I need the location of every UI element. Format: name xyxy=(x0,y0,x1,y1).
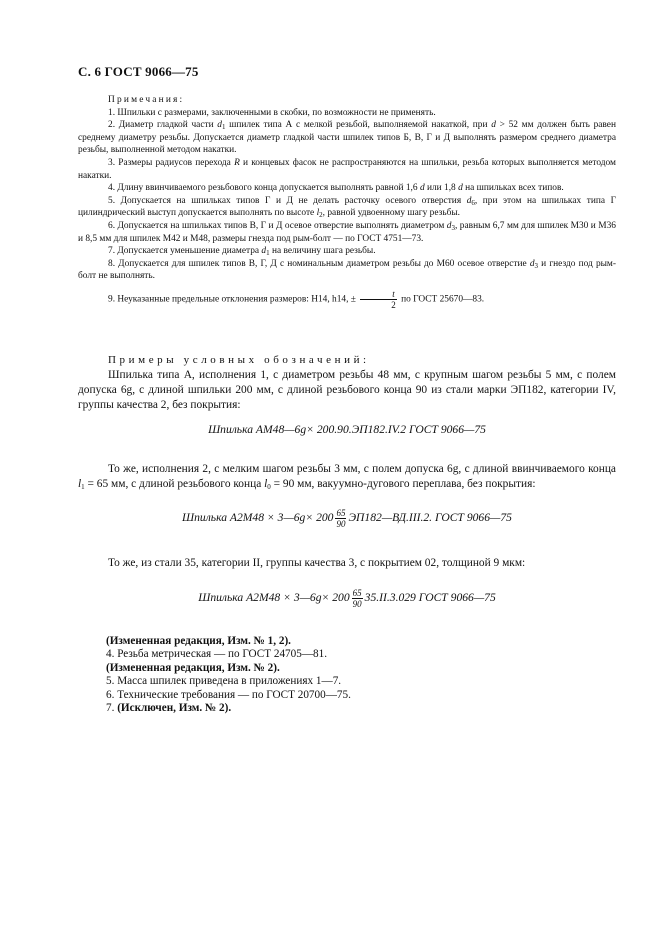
revision-list xyxy=(106,635,351,715)
example-2-text: То же, исполнения 2, с мелким шагом резьбы 3 мм, с полем допуска 6g, с длиной ввинчиваемого конца $l_1 = 65$ мм, с длиной резьбового конца $l_0 = 90$ мм, вакуумно-дугового переплава, без покрытия: xyxy=(78,463,616,491)
note-6: 6. Допускается на шпильках типов В, Г и Д осевое отверстие выполнять диаметром $d_3$, равным 6,7 мм для шпилек М30 и М36 и 8,5 мм для шпилек М42 и М48, размеры гнезда под рым-болт — по ГОСТ 4751—73. xyxy=(78,220,616,244)
fraction-65-90: $\frac{65}{90}$ xyxy=(352,588,362,609)
list-item-7: 7. (Исключен, Изм. № 2). xyxy=(106,702,232,715)
example-1-designation: Шпилька АМ48—6g× 200.90.ЭП182.IV.2 ГОСТ 9066—75 xyxy=(208,423,486,436)
list-item-4: 4. Резьба метрическая — по ГОСТ 24705—81. xyxy=(106,648,328,661)
notes-section xyxy=(78,94,616,310)
revision-note-1: (Измененная редакция, Изм. № 1, 2). xyxy=(106,635,291,647)
examples-title: Примеры условных обозначений: xyxy=(108,354,370,366)
note-5: 5. Допускается на шпильках типов Г и Д не делать расточку осевого отверстия $d_6$, при этом на шпильках типа Г цилиндрический выступ допускается выполнять по высоте $l_2$, равной удвоенному шагу резьбы. xyxy=(78,195,616,220)
note-8: 8. Допускается для шпилек типов В, Г, Д с номинальным диаметром резьбы до М60 осевое отверстие $d_3$ и гнездо под рым-болт не выполнять. xyxy=(78,258,616,282)
revision-note-2: (Измененная редакция, Изм. № 2). xyxy=(106,661,280,674)
fraction-65-90: $\frac{65}{90}$ xyxy=(336,508,346,529)
note-4: 4. Длину ввинчиваемого резьбового конца допускается выполнять равной 1,6 d или 1,8 d на шпильках всех типов. xyxy=(108,183,564,194)
list-item-6: 6. Технические требования — по ГОСТ 20700—75. xyxy=(106,688,351,701)
t-over-2-fraction: $\frac{t}{2}$ xyxy=(360,289,397,310)
example-2-designation: Шпилька А2М48 × 3—6g× 200 $\frac{65}{90}$ ЭП182—ВД.III.2. ГОСТ 9066—75 xyxy=(182,508,512,529)
example-3-text: То же, из стали 35, категории II, группы качества 3, с покрытием 02, толщиной 9 мкм: xyxy=(108,557,526,569)
note-3: 3. Размеры радиусов перехода R и концевых фасок не распространяются на шпильки, резьба которых выполняется методом накатки. xyxy=(78,157,616,181)
example-1-text: Шпилька типа А, исполнения 1, с диаметром резьбы 48 мм, с крупным шагом резьбы 5 мм, с полем допуска 6g, с длиной шпильки 200 мм, с длиной резьбового конца 90 из стали марки ЭП182, категории IV, группы качества 2, без покрытия: xyxy=(78,369,616,411)
note-9: 9. Неуказанные предельные отклонения размеров: Н14, h14, ± $\frac{t}{2}$ по ГОСТ 25670—83. xyxy=(108,288,485,310)
list-item-5: 5. Масса шпилек приведена в приложениях 1—7. xyxy=(106,675,342,688)
notes-title: Примечания: xyxy=(108,95,185,105)
page-header: С. 6 ГОСТ 9066—75 xyxy=(78,64,199,79)
note-7: 7. Допускается уменьшение диаметра $d_1$ на величину шага резьбы. xyxy=(108,246,376,258)
note-2: 2. Диаметр гладкой части $d_1$ шпилек типа А с мелкой резьбой, выполняемой накаткой, при d > 52 мм должен быть равен среднему диаметру резьбы. Допускается диаметр гладкой части шпилек типов Б, В, Г и Д выполнять размером среднего диаметра резьбы, выполненной методом накатки. xyxy=(78,120,616,156)
note-1: 1. Шпильки с размерами, заключенными в скобки, по возможности не применять. xyxy=(108,107,436,118)
example-3-designation: Шпилька А2М48 × 3—6g× 200 $\frac{65}{90}$ 35.II.3.029 ГОСТ 9066—75 xyxy=(198,588,496,609)
